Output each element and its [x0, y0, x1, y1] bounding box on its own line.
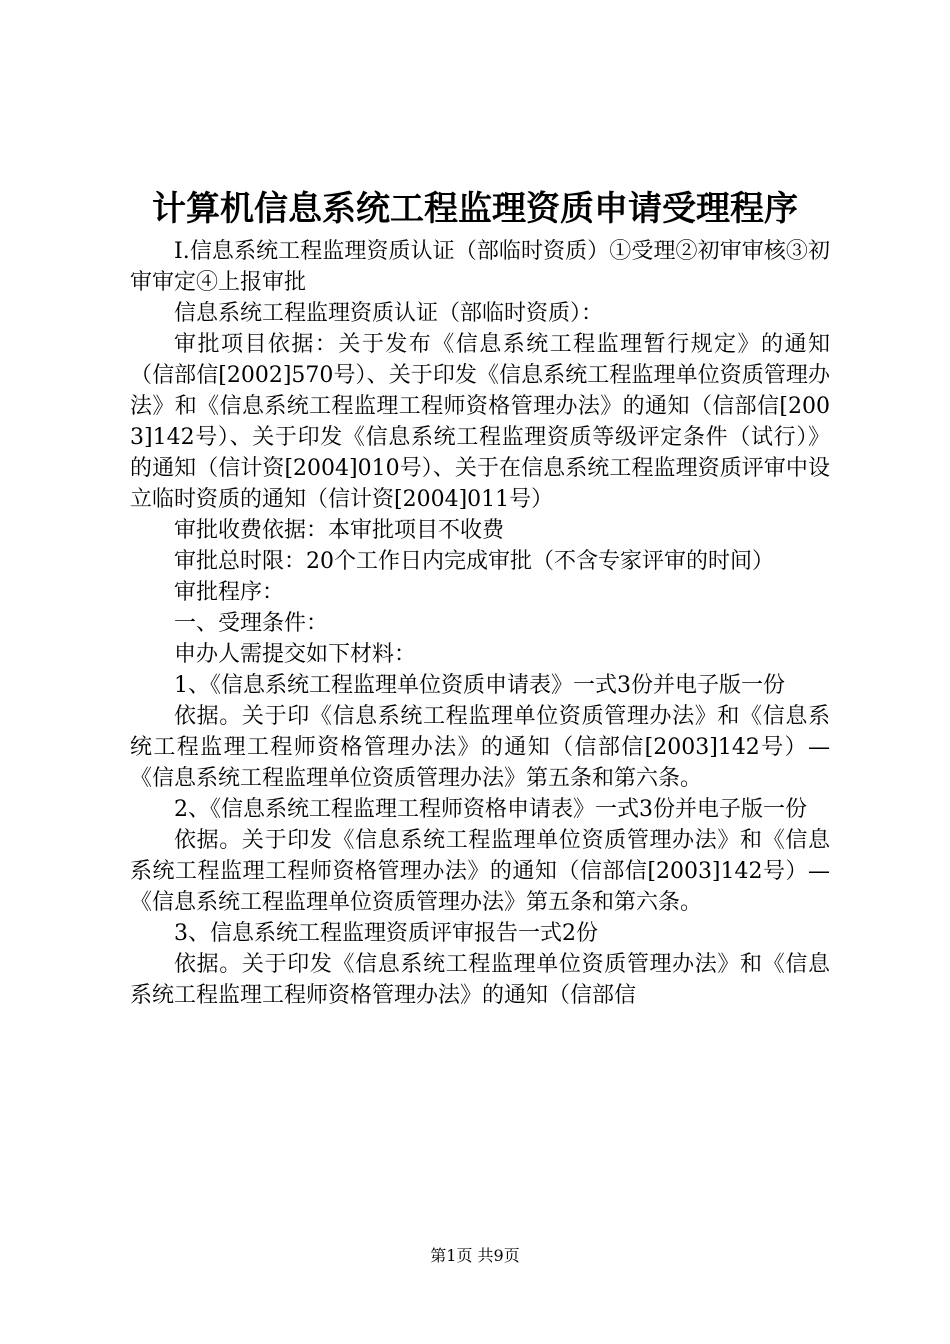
paragraph: 一、受理条件： — [174, 611, 329, 636]
paragraph: 信息系统工程监理资质认证（部临时资质）： — [174, 301, 604, 326]
paragraph: 依据。关于印发《信息系统工程监理单位资质管理办法》和《信息系统工程监理工程师资格管理办法》的通知（信部信 — [130, 952, 830, 1008]
paragraph: 审批程序： — [174, 580, 285, 605]
page-footer: 第1页 共9页 — [430, 1246, 520, 1265]
paragraph: 3、信息系统工程监理资质评审报告一式2份 — [174, 921, 598, 946]
paragraph: Ⅰ.信息系统工程监理资质认证（部临时资质）①受理②初审审核③初审审定④上报审批 — [130, 239, 830, 295]
document-body — [130, 236, 830, 1011]
paragraph: 1、《信息系统工程监理单位资质申请表》一式3份并电子版一份 — [174, 673, 785, 698]
document-title: 计算机信息系统工程监理资质申请受理程序 — [152, 189, 798, 229]
paragraph: 审批收费依据：本审批项目不收费 — [174, 518, 505, 543]
paragraph: 申办人需提交如下材料： — [174, 642, 417, 667]
paragraph: 依据。关于印发《信息系统工程监理单位资质管理办法》和《信息系统工程监理工程师资格管理办法》的通知（信部信[2003]142号）—《信息系统工程监理单位资质管理办法》第五条和第六条。 — [130, 828, 830, 915]
paragraph: 审批总时限：20个工作日内完成审批（不含专家评审的时间） — [174, 549, 774, 574]
paragraph: 2、《信息系统工程监理工程师资格申请表》一式3份并电子版一份 — [174, 797, 807, 822]
paragraph: 审批项目依据：关于发布《信息系统工程监理暂行规定》的通知（信部信[2002]570号）、关于印发《信息系统工程监理单位资质管理办法》和《信息系统工程监理工程师资格管理办法》的通知（信部信[2003]142号）、关于印发《信息系统工程监理资质等级评定条件（试行）》的通知（信计资[2004]010号）、关于在信息系统工程监理资质评审中设立临时资质的通知（信计资[2004]011号） — [130, 332, 830, 512]
paragraph: 依据。关于印《信息系统工程监理单位资质管理办法》和《信息系统工程监理工程师资格管理办法》的通知（信部信[2003]142号）—《信息系统工程监理单位资质管理办法》第五条和第六条。 — [130, 704, 830, 791]
